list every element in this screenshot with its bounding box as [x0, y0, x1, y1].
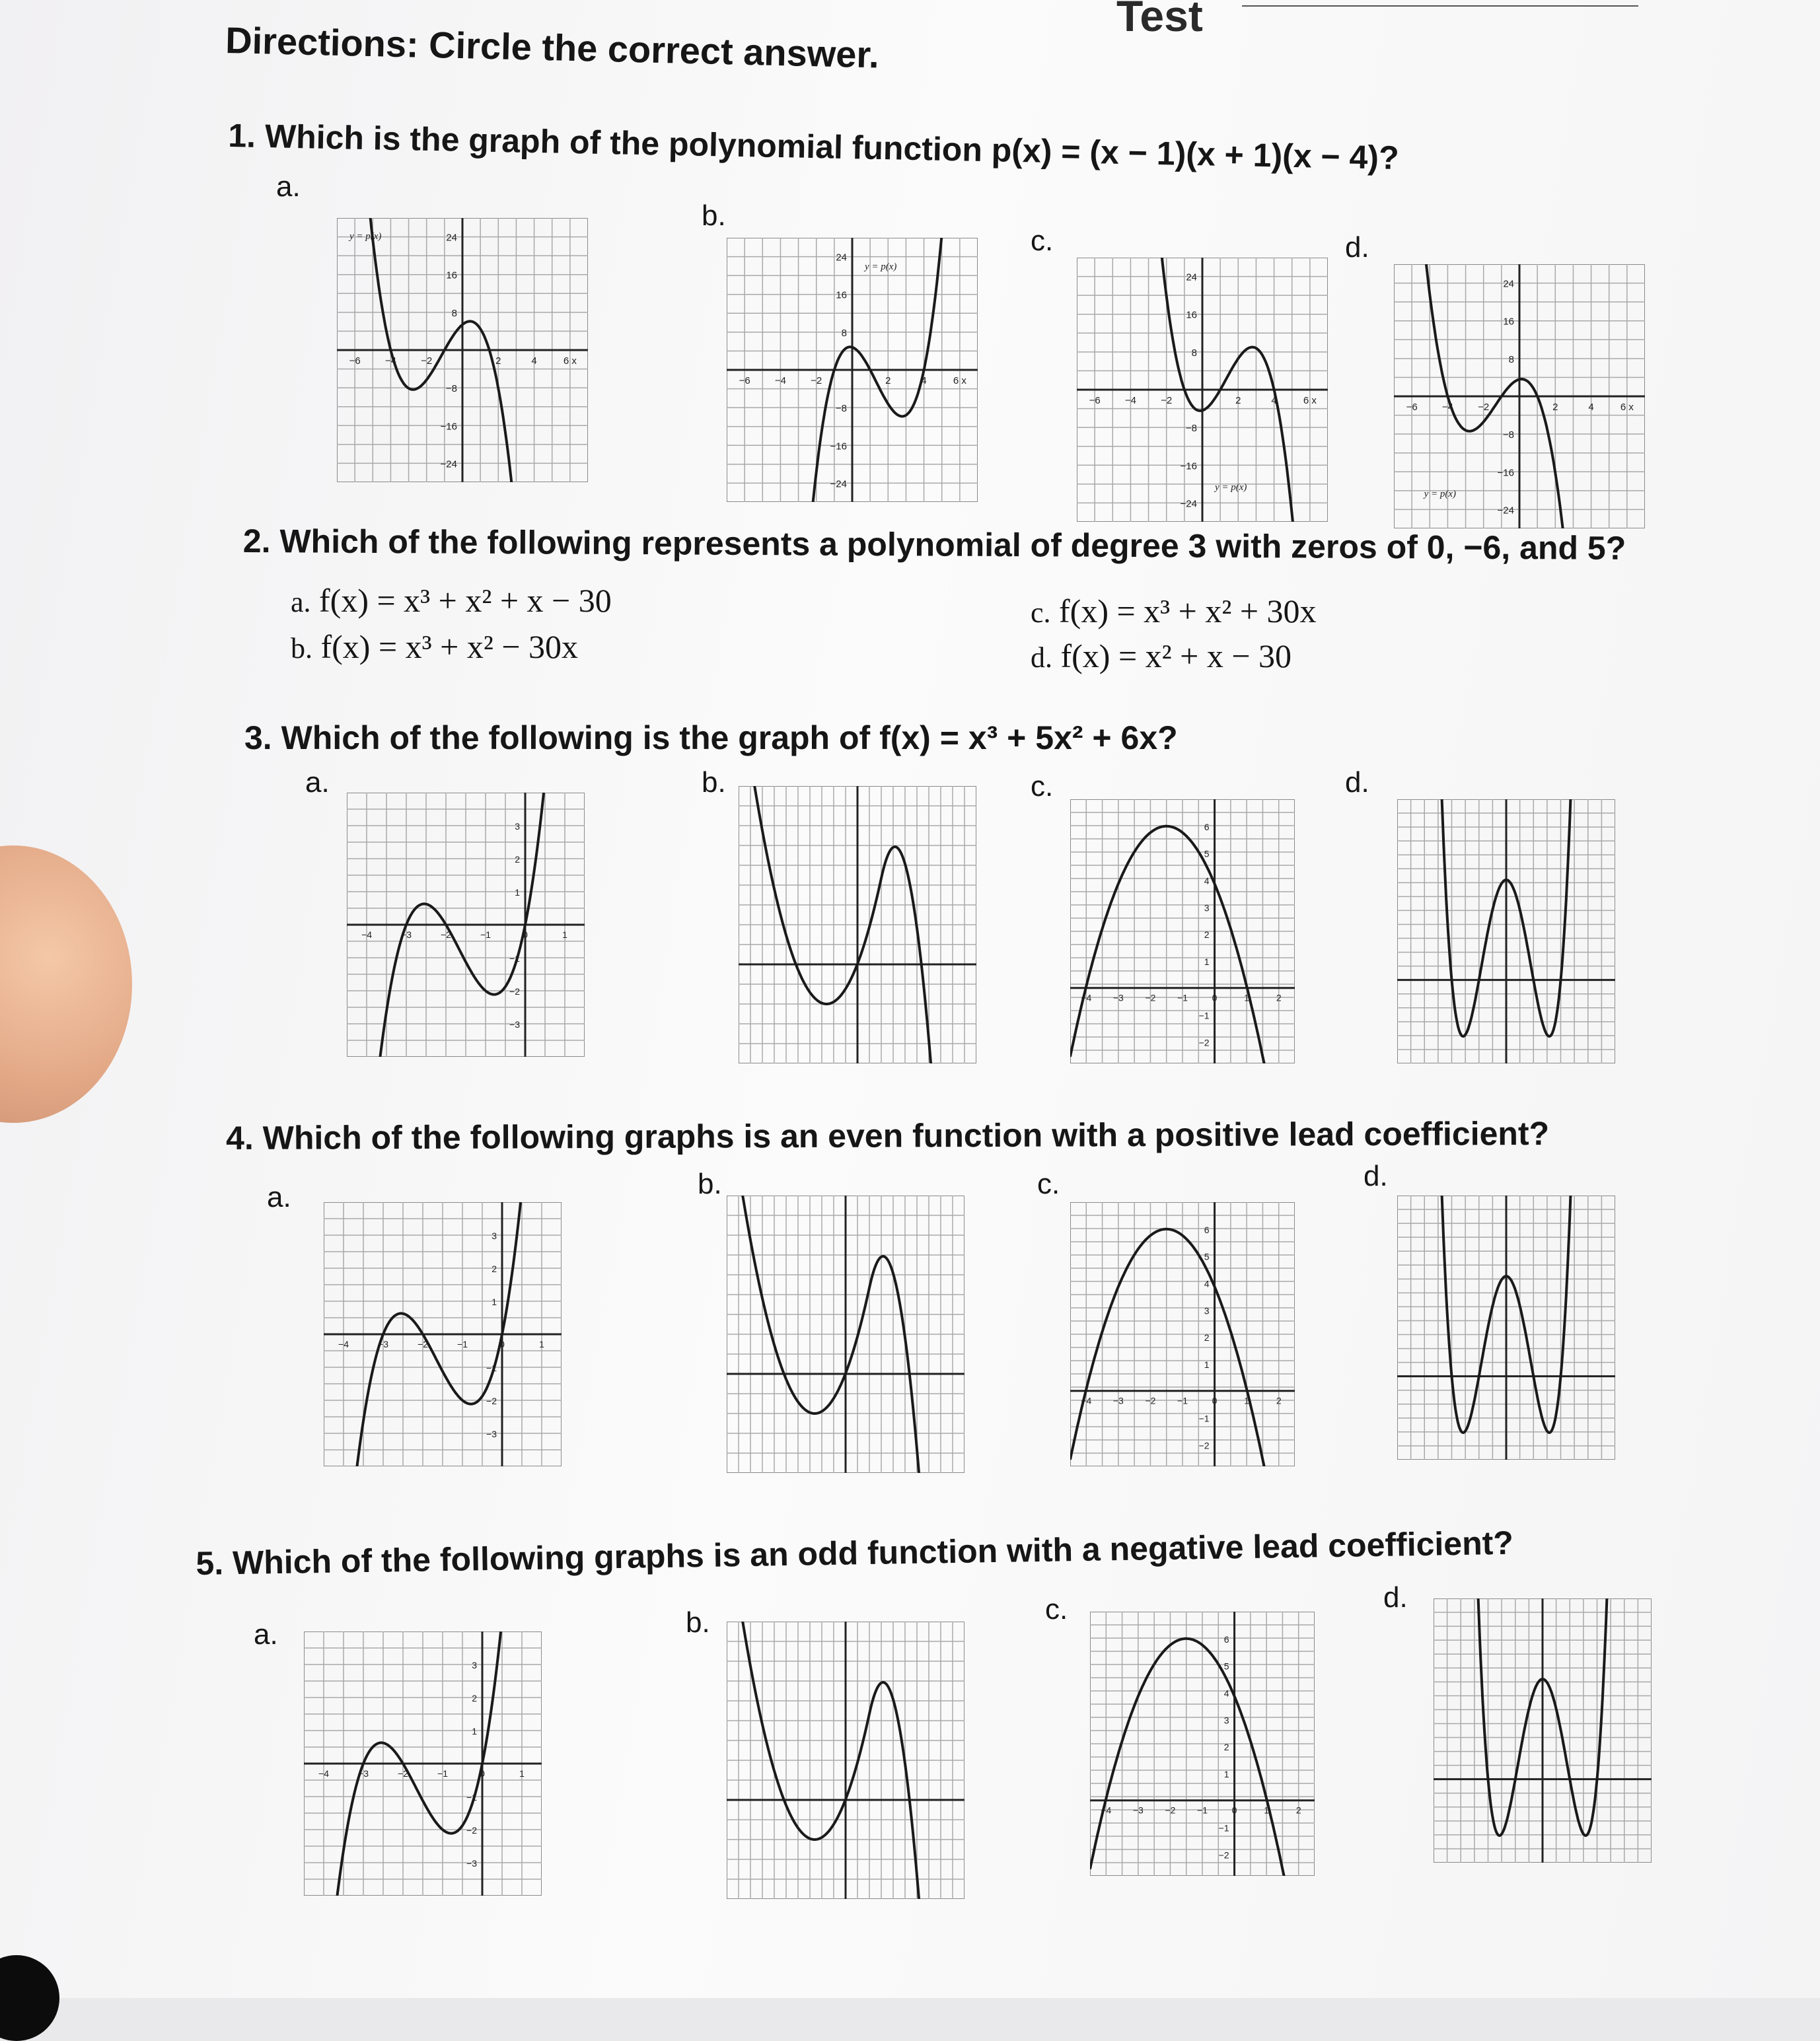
- curve-label: y = p(x): [1424, 489, 1457, 499]
- graph-svg: [324, 1202, 562, 1466]
- tick-label: 2: [491, 1264, 497, 1274]
- q1-graph-b[interactable]: [727, 238, 978, 502]
- tick-label: −2: [1198, 1440, 1210, 1451]
- tick-label: 0: [499, 1339, 505, 1349]
- tick-label: 1: [539, 1339, 544, 1349]
- tick-label: 8: [841, 327, 847, 339]
- tick-label: 8: [1508, 353, 1514, 365]
- tick-label: −8: [835, 403, 847, 415]
- tick-label: −4: [1081, 992, 1092, 1003]
- tick-label: 2: [1552, 402, 1558, 413]
- tick-label: −3: [466, 1858, 477, 1869]
- tick-label: 0: [1212, 992, 1218, 1003]
- tick-label: 3: [1204, 1305, 1210, 1316]
- q3-choice-a-label[interactable]: a.: [305, 766, 330, 799]
- tick-label: −1: [1198, 1413, 1210, 1424]
- q3-choice-b-label[interactable]: b.: [702, 766, 726, 799]
- tick-label: 1: [1244, 992, 1250, 1003]
- choice-equation: f(x) = x³ + x² + 30x: [1059, 592, 1317, 629]
- tick-label: 6: [1223, 1633, 1229, 1645]
- tick-label: −2: [811, 375, 822, 386]
- tick-label: 1: [1264, 1805, 1270, 1816]
- tick-label: 4: [1204, 875, 1210, 886]
- tick-label: 24: [1503, 278, 1514, 290]
- tick-label: −6: [1406, 402, 1418, 413]
- question-text: Which is the graph of the polynomial function p(x) = (x − 1)(x + 1)(x − 4)?: [264, 118, 1400, 177]
- q2-choice-a[interactable]: [291, 581, 612, 620]
- tick-label: −3: [1112, 992, 1124, 1003]
- tick-label: 1: [1223, 1768, 1229, 1779]
- tick-label: −2: [1218, 1849, 1229, 1861]
- tick-label: −16: [1180, 460, 1197, 472]
- tick-label: 6 x: [953, 375, 966, 386]
- tick-label: 3: [491, 1231, 497, 1241]
- tick-label: −4: [384, 355, 396, 367]
- q3-graph-c[interactable]: [1070, 799, 1295, 1063]
- tick-label: −4: [1441, 402, 1453, 413]
- tick-label: −1: [1218, 1822, 1229, 1834]
- tick-label: 2: [1204, 929, 1210, 941]
- tick-label: −4: [318, 1768, 329, 1779]
- question-4: [226, 1114, 1549, 1157]
- graph-svg: [1394, 264, 1645, 528]
- tick-label: −4: [338, 1339, 349, 1349]
- tick-label: 1: [472, 1726, 477, 1737]
- q1-choice-c-label[interactable]: c.: [1031, 225, 1054, 257]
- q3-graph-b[interactable]: [739, 786, 976, 1063]
- tick-label: −6: [349, 355, 361, 367]
- tick-label: −16: [440, 421, 457, 433]
- tick-label: 4: [1271, 395, 1277, 406]
- q2-choice-c[interactable]: [1031, 592, 1317, 630]
- tick-label: 1: [1244, 1395, 1250, 1406]
- tick-label: 0: [480, 1768, 485, 1779]
- tick-label: 3: [1223, 1715, 1229, 1726]
- graph-svg: [1434, 1598, 1652, 1863]
- choice-equation: f(x) = x³ + x² + x − 30: [319, 582, 612, 619]
- tick-label: −3: [378, 1339, 388, 1349]
- tick-label: −1: [437, 1768, 448, 1779]
- tick-label: −1: [486, 1363, 497, 1373]
- tick-label: 6 x: [563, 355, 577, 367]
- q4-graph-b[interactable]: [727, 1196, 965, 1473]
- q4-choice-a-label[interactable]: a.: [267, 1181, 291, 1213]
- tick-label: 2: [1223, 1742, 1229, 1753]
- question-text: Which of the following represents a polynomial of degree 3 with zeros of 0, −6, and 5?: [279, 522, 1626, 567]
- q5-choice-a-label[interactable]: a.: [254, 1618, 278, 1651]
- graph-svg: [347, 793, 585, 1057]
- tick-label: −2: [509, 986, 520, 997]
- q2-choice-d[interactable]: [1031, 637, 1292, 675]
- tick-label: −3: [1132, 1805, 1144, 1816]
- question-number: 3.: [244, 719, 272, 756]
- tick-label: −1: [1198, 1010, 1210, 1021]
- tick-label: −4: [774, 375, 786, 386]
- graph-svg: [1397, 799, 1615, 1063]
- question-5: [196, 1524, 1513, 1583]
- q5-choice-c-label[interactable]: c.: [1045, 1593, 1068, 1626]
- tick-label: 0: [523, 929, 528, 940]
- tick-label: −2: [1478, 402, 1490, 413]
- tick-label: 16: [836, 289, 847, 301]
- tick-label: −1: [1177, 992, 1188, 1003]
- tick-label: −2: [441, 929, 451, 940]
- tick-label: −2: [1198, 1037, 1210, 1048]
- question-text: Which of the following graphs is an odd function with a negative lead coefficient?: [232, 1524, 1514, 1582]
- tick-label: 24: [836, 252, 847, 264]
- graph-svg: [304, 1631, 542, 1896]
- tick-label: 4: [1204, 1278, 1210, 1289]
- choice-equation: f(x) = x³ + x² − 30x: [320, 628, 579, 665]
- q3-choice-c-label[interactable]: c.: [1031, 770, 1054, 803]
- tick-label: 1: [519, 1768, 525, 1779]
- tick-label: −24: [1497, 505, 1514, 517]
- q1-graph-d[interactable]: [1394, 264, 1645, 528]
- tick-label: 2: [1295, 1805, 1301, 1816]
- graph-svg: [1077, 258, 1328, 522]
- tick-label: 4: [1588, 402, 1594, 413]
- q4-choice-d-label[interactable]: d.: [1364, 1160, 1388, 1192]
- tick-label: 24: [446, 232, 457, 244]
- tick-label: 2: [1204, 1332, 1210, 1343]
- choice-letter: a.: [291, 586, 311, 618]
- curve-label: y = p(x): [349, 231, 382, 242]
- tick-label: −2: [1165, 1805, 1176, 1816]
- choice-letter: d.: [1031, 641, 1052, 674]
- tick-label: 6 x: [1620, 402, 1634, 413]
- tick-label: 3: [472, 1660, 477, 1670]
- q2-choice-b[interactable]: [291, 627, 578, 666]
- tick-label: 5: [1204, 848, 1210, 859]
- corner-binder-hole: [0, 1955, 59, 2041]
- graph-svg: [337, 218, 588, 482]
- tick-label: 4: [1223, 1688, 1229, 1699]
- tick-label: 16: [1186, 309, 1197, 321]
- q4-choice-c-label[interactable]: c.: [1037, 1168, 1060, 1200]
- tick-label: 8: [451, 307, 457, 319]
- question-text: Which of the following is the graph of f(x) = x³ + 5x² + 6x?: [281, 719, 1178, 756]
- tick-label: −4: [1101, 1805, 1112, 1816]
- question-2: [243, 522, 1626, 567]
- question-number: 1.: [227, 116, 256, 155]
- q3-graph-a[interactable]: [347, 793, 585, 1057]
- q4-graph-d[interactable]: [1397, 1196, 1615, 1460]
- q5-choice-b-label[interactable]: b.: [686, 1606, 710, 1639]
- graph-svg: [727, 238, 978, 502]
- q1-choice-a-label[interactable]: a.: [276, 170, 301, 203]
- tick-label: 0: [1231, 1805, 1237, 1816]
- tick-label: −2: [1161, 395, 1173, 406]
- tick-label: −1: [457, 1339, 468, 1349]
- tick-label: 2: [1276, 1395, 1282, 1406]
- question-1: [228, 116, 1399, 177]
- tick-label: −3: [486, 1429, 497, 1439]
- tick-label: −3: [509, 1019, 520, 1030]
- tick-label: 16: [446, 269, 457, 281]
- choice-letter: b.: [291, 632, 312, 664]
- tick-label: −2: [421, 355, 433, 367]
- graph-svg: [1090, 1612, 1315, 1876]
- tick-label: 1: [491, 1297, 497, 1307]
- q5-graph-a[interactable]: [304, 1631, 542, 1896]
- q1-choice-b-label[interactable]: b.: [702, 199, 726, 232]
- tick-label: −3: [358, 1768, 369, 1779]
- q3-graph-d[interactable]: [1397, 799, 1615, 1063]
- tick-label: −6: [739, 375, 750, 386]
- tick-label: −8: [1502, 429, 1514, 441]
- tick-label: −1: [1197, 1805, 1208, 1816]
- tick-label: 0: [1212, 1395, 1218, 1406]
- tick-label: −8: [445, 383, 457, 395]
- q5-graph-d[interactable]: [1434, 1598, 1652, 1863]
- tick-label: −2: [398, 1768, 408, 1779]
- q5-choice-d-label[interactable]: d.: [1383, 1581, 1408, 1614]
- tick-label: −2: [1145, 992, 1156, 1003]
- question-text: Which of the following graphs is an even function with a positive lead coefficient?: [262, 1115, 1550, 1157]
- tick-label: −16: [1497, 467, 1514, 479]
- q3-choice-d-label[interactable]: d.: [1345, 766, 1369, 799]
- tick-label: −24: [830, 478, 847, 490]
- tick-label: 4: [531, 355, 537, 367]
- graph-svg: [739, 786, 976, 1063]
- tick-label: 2: [515, 854, 520, 865]
- tick-label: 6 x: [1303, 395, 1317, 406]
- tick-label: 1: [562, 929, 567, 940]
- curve-label: y = p(x): [865, 262, 897, 272]
- tick-label: −4: [1081, 1395, 1092, 1406]
- q4-graph-a[interactable]: [324, 1202, 562, 1466]
- tick-label: 5: [1204, 1251, 1210, 1262]
- choice-equation: f(x) = x² + x − 30: [1060, 637, 1292, 674]
- graph-svg: [727, 1196, 965, 1473]
- tick-label: 6: [1204, 821, 1210, 832]
- question-number: 2.: [242, 522, 271, 560]
- tick-label: −3: [1112, 1395, 1124, 1406]
- tick-label: 5: [1223, 1661, 1229, 1672]
- q5-graph-c[interactable]: [1090, 1612, 1315, 1876]
- tick-label: −16: [830, 441, 847, 452]
- tick-label: −2: [466, 1825, 477, 1836]
- tick-label: 2: [1276, 992, 1282, 1003]
- tick-label: −1: [466, 1792, 477, 1803]
- q1-graph-a[interactable]: [337, 218, 588, 482]
- page-title: Test: [1116, 0, 1203, 40]
- tick-label: −24: [1180, 498, 1197, 510]
- tick-label: 16: [1503, 316, 1514, 328]
- tick-label: −2: [418, 1339, 428, 1349]
- tick-label: 4: [921, 375, 927, 386]
- tick-label: 24: [1186, 271, 1197, 283]
- tick-label: 1: [515, 887, 520, 898]
- tick-label: 2: [1235, 395, 1241, 406]
- tick-label: −2: [1145, 1395, 1156, 1406]
- tick-label: −8: [1185, 423, 1197, 435]
- question-number: 5.: [196, 1544, 224, 1582]
- q5-graph-b[interactable]: [727, 1622, 965, 1899]
- q1-choice-d-label[interactable]: d.: [1345, 231, 1369, 264]
- choice-letter: c.: [1031, 596, 1051, 629]
- graph-svg: [727, 1622, 965, 1899]
- tick-label: −1: [1177, 1395, 1188, 1406]
- tick-label: 8: [1191, 347, 1197, 359]
- q4-graph-c[interactable]: [1070, 1202, 1295, 1466]
- tick-label: 2: [495, 355, 501, 367]
- tick-label: −1: [509, 953, 520, 964]
- q4-choice-b-label[interactable]: b.: [698, 1168, 722, 1200]
- tick-label: −4: [1124, 395, 1136, 406]
- q1-graph-c[interactable]: [1077, 258, 1328, 522]
- tick-label: −1: [480, 929, 491, 940]
- finger-shadow: [0, 845, 132, 1123]
- title-rule: [1242, 5, 1638, 7]
- graph-svg: [1070, 799, 1295, 1063]
- graph-svg: [1397, 1196, 1615, 1460]
- tick-label: 2: [472, 1693, 477, 1703]
- tick-label: 1: [1204, 956, 1210, 967]
- tick-label: −3: [401, 929, 412, 940]
- directions-text: Directions: Circle the correct answer.: [225, 18, 880, 76]
- tick-label: 3: [515, 821, 520, 832]
- tick-label: −6: [1089, 395, 1101, 406]
- tick-label: −2: [486, 1396, 497, 1406]
- tick-label: 3: [1204, 902, 1210, 913]
- tick-label: −24: [440, 458, 457, 470]
- question-3: [244, 719, 1178, 757]
- tick-label: 6: [1204, 1224, 1210, 1235]
- curve-label: y = p(x): [1215, 482, 1247, 493]
- question-number: 4.: [226, 1119, 254, 1157]
- tick-label: 1: [1204, 1359, 1210, 1370]
- tick-label: 2: [885, 375, 891, 386]
- tick-label: −4: [361, 929, 372, 940]
- graph-svg: [1070, 1202, 1295, 1466]
